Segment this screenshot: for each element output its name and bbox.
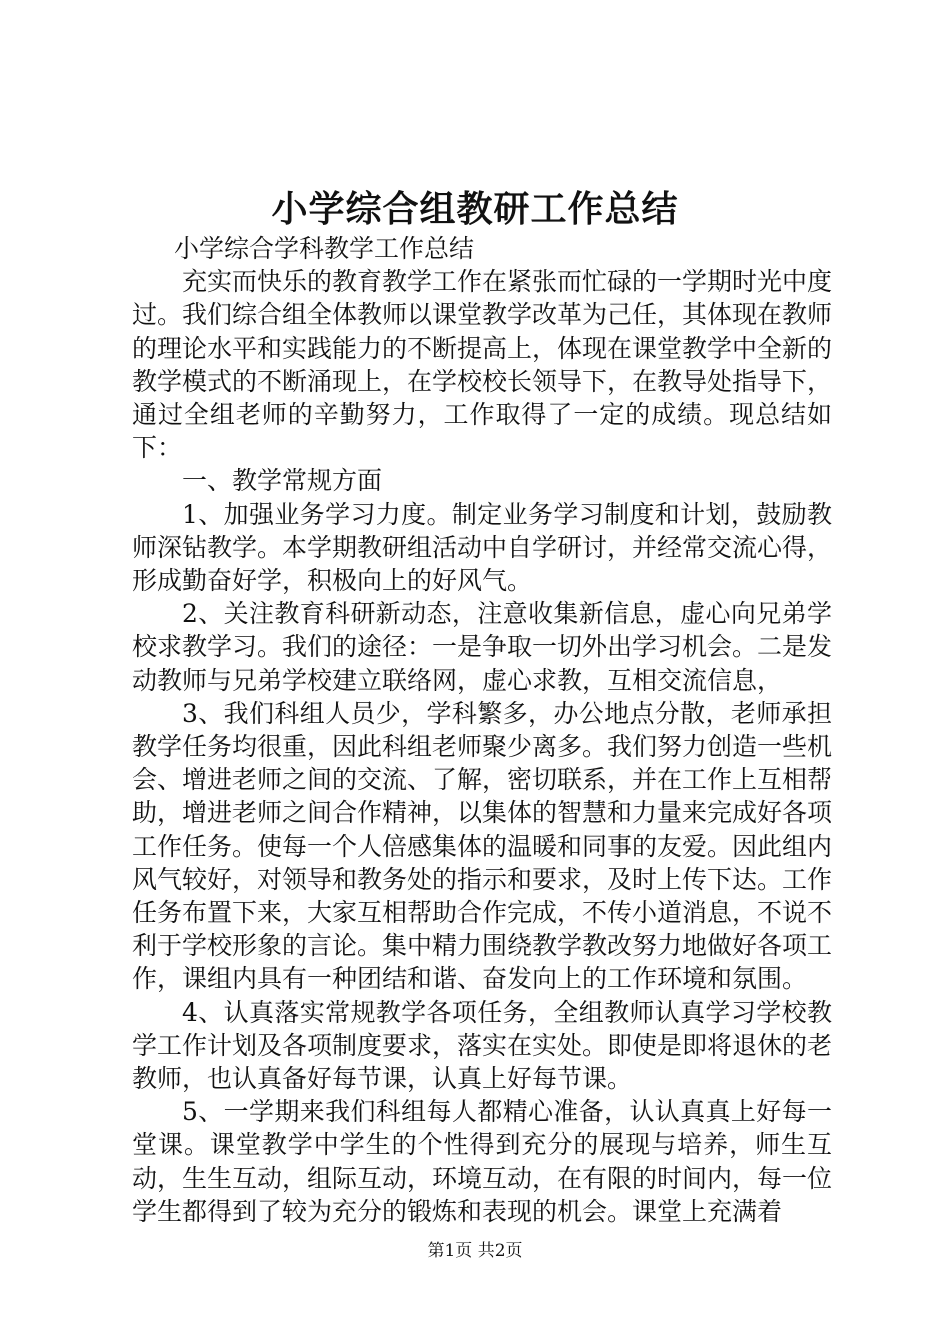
paragraph-item-5: 5、一学期来我们科组每人都精心准备，认认真真上好每一堂课。课堂教学中学生的个性得到充分的展现与培养，师生互动，生生互动，组际互动，环境互动，在有限的时间内，每一位学生都得到了较为充分的锻炼和表现的机会。课堂上充满着: [132, 1097, 833, 1226]
document-subtitle: 小学综合学科教学工作总结: [174, 234, 475, 263]
paragraph-intro: 充实而快乐的教育教学工作在紧张而忙碌的一学期时光中度过。我们综合组全体教师以课堂教学改革为己任，其体现在教师的理论水平和实践能力的不断提高上，体现在课堂教学中全新的教学模式的不断涌现上，在学校校长领导下，在教导处指导下，通过全组老师的辛勤努力，工作取得了一定的成绩。现总结如下：: [132, 267, 833, 463]
paragraph-item-4: 4、认真落实常规教学各项任务，全组教师认真学习学校教学工作计划及各项制度要求，落实在实处。即使是即将退休的老教师，也认真备好每节课，认真上好每节课。: [132, 997, 833, 1094]
paragraph-item-2: 2、关注教育科研新动态，注意收集新信息，虚心向兄弟学校求教学习。我们的途径：一是争取一切外出学习机会。二是发动教师与兄弟学校建立联络网，虚心求教，互相交流信息，: [132, 599, 833, 695]
paragraph-item-1: 1、加强业务学习力度。制定业务学习制度和计划，鼓励教师深钻教学。本学期教研组活动中自学研讨，并经常交流心得，形成勤奋好学，积极向上的好风气。: [132, 499, 833, 596]
paragraph-item-3: 3、我们科组人员少，学科繁多，办公地点分散，老师承担教学任务均很重，因此科组老师聚少离多。我们努力创造一些机会、增进老师之间的交流、了解，密切联系，并在工作上互相帮助，增进老师之间合作精神，以集体的智慧和力量来完成好各项工作任务。使每一个人倍感集体的温暖和同事的友爱。因此组内风气较好，对领导和教务处的指示和要求，及时上传下达。工作任务布置下来，大家互相帮助合作完成，不传小道消息，不说不利于学校形象的言论。集中精力围绕教学教改努力地做好各项工作，课组内具有一种团结和谐、奋发向上的工作环境和氛围。: [132, 698, 833, 994]
document-title: 小学综合组教研工作总结: [271, 188, 679, 230]
section-heading: 一、教学常规方面: [182, 466, 383, 496]
page-number-footer: 第1页 共2页: [427, 1241, 523, 1261]
document-body: [132, 232, 832, 1228]
